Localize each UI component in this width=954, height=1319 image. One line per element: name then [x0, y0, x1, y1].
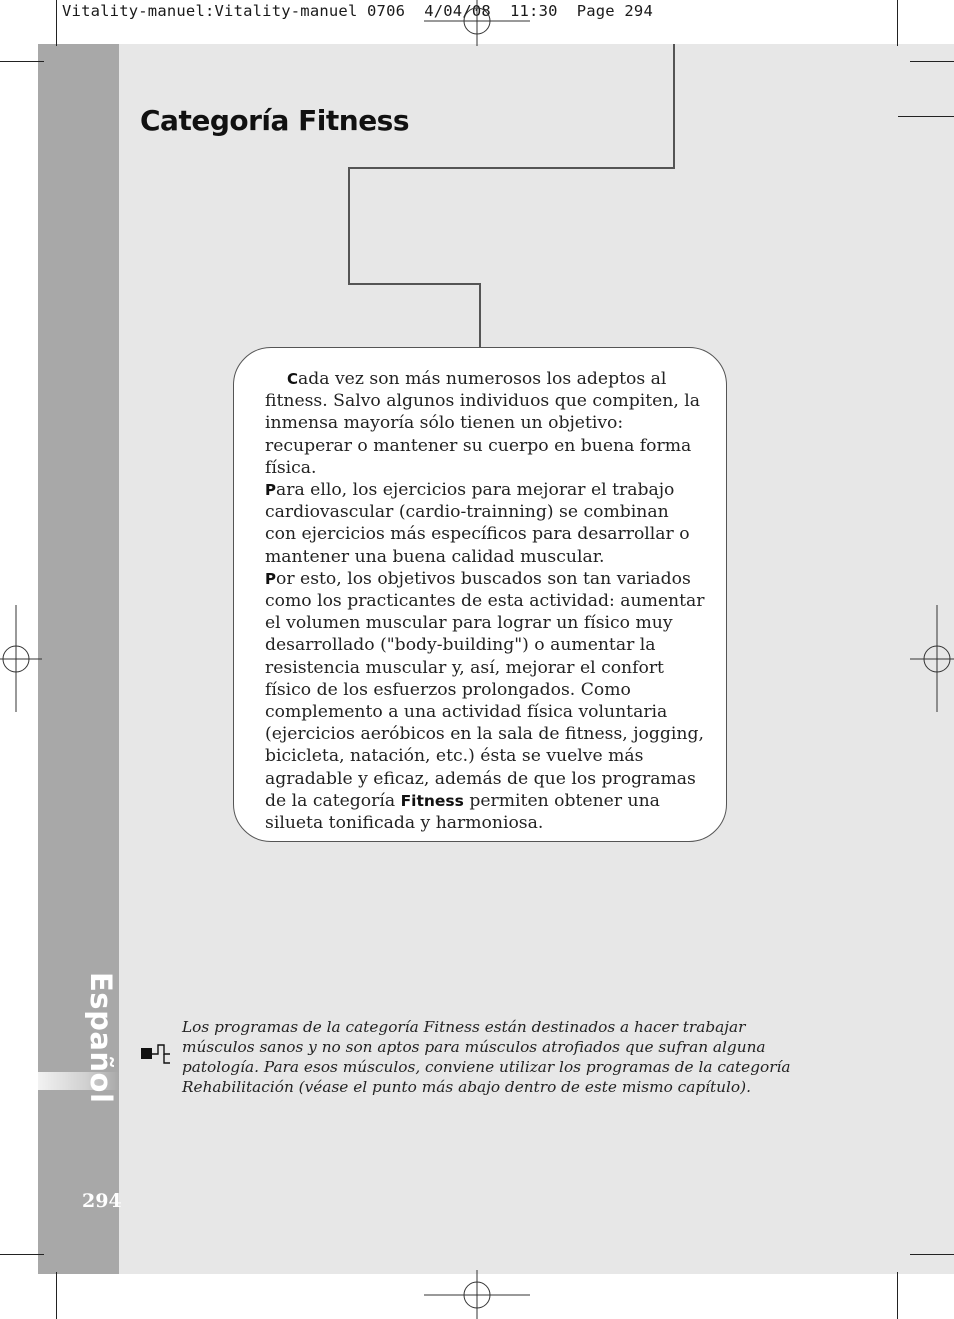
- drop-cap: P: [265, 481, 276, 500]
- keyword-fitness: Fitness: [400, 791, 464, 810]
- bubble-text: [265, 368, 705, 834]
- print-header: Vitality-manuel:Vitality-manuel 0706 4/04/08 11:30 Page 294: [62, 2, 653, 20]
- warning-pulse-icon: [140, 1040, 180, 1068]
- paragraph-1: Cada vez son más numerosos los adeptos al fitness. Salvo algunos individuos que compiten, la inmensa mayoría sólo tienen un objetivo: recuperar o mantener su cuerpo en buena forma física.: [265, 369, 701, 478]
- language-label: Español: [84, 972, 118, 1104]
- paragraph-3: Por esto, los objetivos buscados son tan variados como los practicantes de esta actividad: aumentar el volumen muscular para lograr un físico muy desarrollado ("body-building") o aumentar la resistencia muscular y, así, mejorar el confort físico de los esfuerzos prolongados. Como complemento a una actividad física voluntaria (ejercicios aeróbicos en la sala de fitness, jogging, bicicleta, natación, etc.) ésta se vuelve más agradable y eficaz, además de que los programas de la categoría Fitness permiten obtener una silueta tonificada y harmoniosa.: [265, 568, 705, 834]
- page-number: 294: [82, 1190, 122, 1212]
- note-text: Los programas de la categoría Fitness están destinados a hacer trabajar músculos sanos y no son aptos para músculos atrofiados que sufran alguna patología. Para esos músculos, conviene utilizar los programas de la categoría Rehabilitación (véase el punto más abajo dentro de este mismo capítulo).: [182, 1018, 791, 1096]
- drop-cap: C: [287, 370, 299, 388]
- paragraph-2: Para ello, los ejercicios para mejorar el trabajo cardiovascular (cardio-trainning) se combinan con ejercicios más específicos para desarrollar o mantener una buena calidad muscular.: [265, 480, 690, 567]
- drop-cap: P: [265, 569, 276, 588]
- page-title: Categoría Fitness: [140, 104, 410, 137]
